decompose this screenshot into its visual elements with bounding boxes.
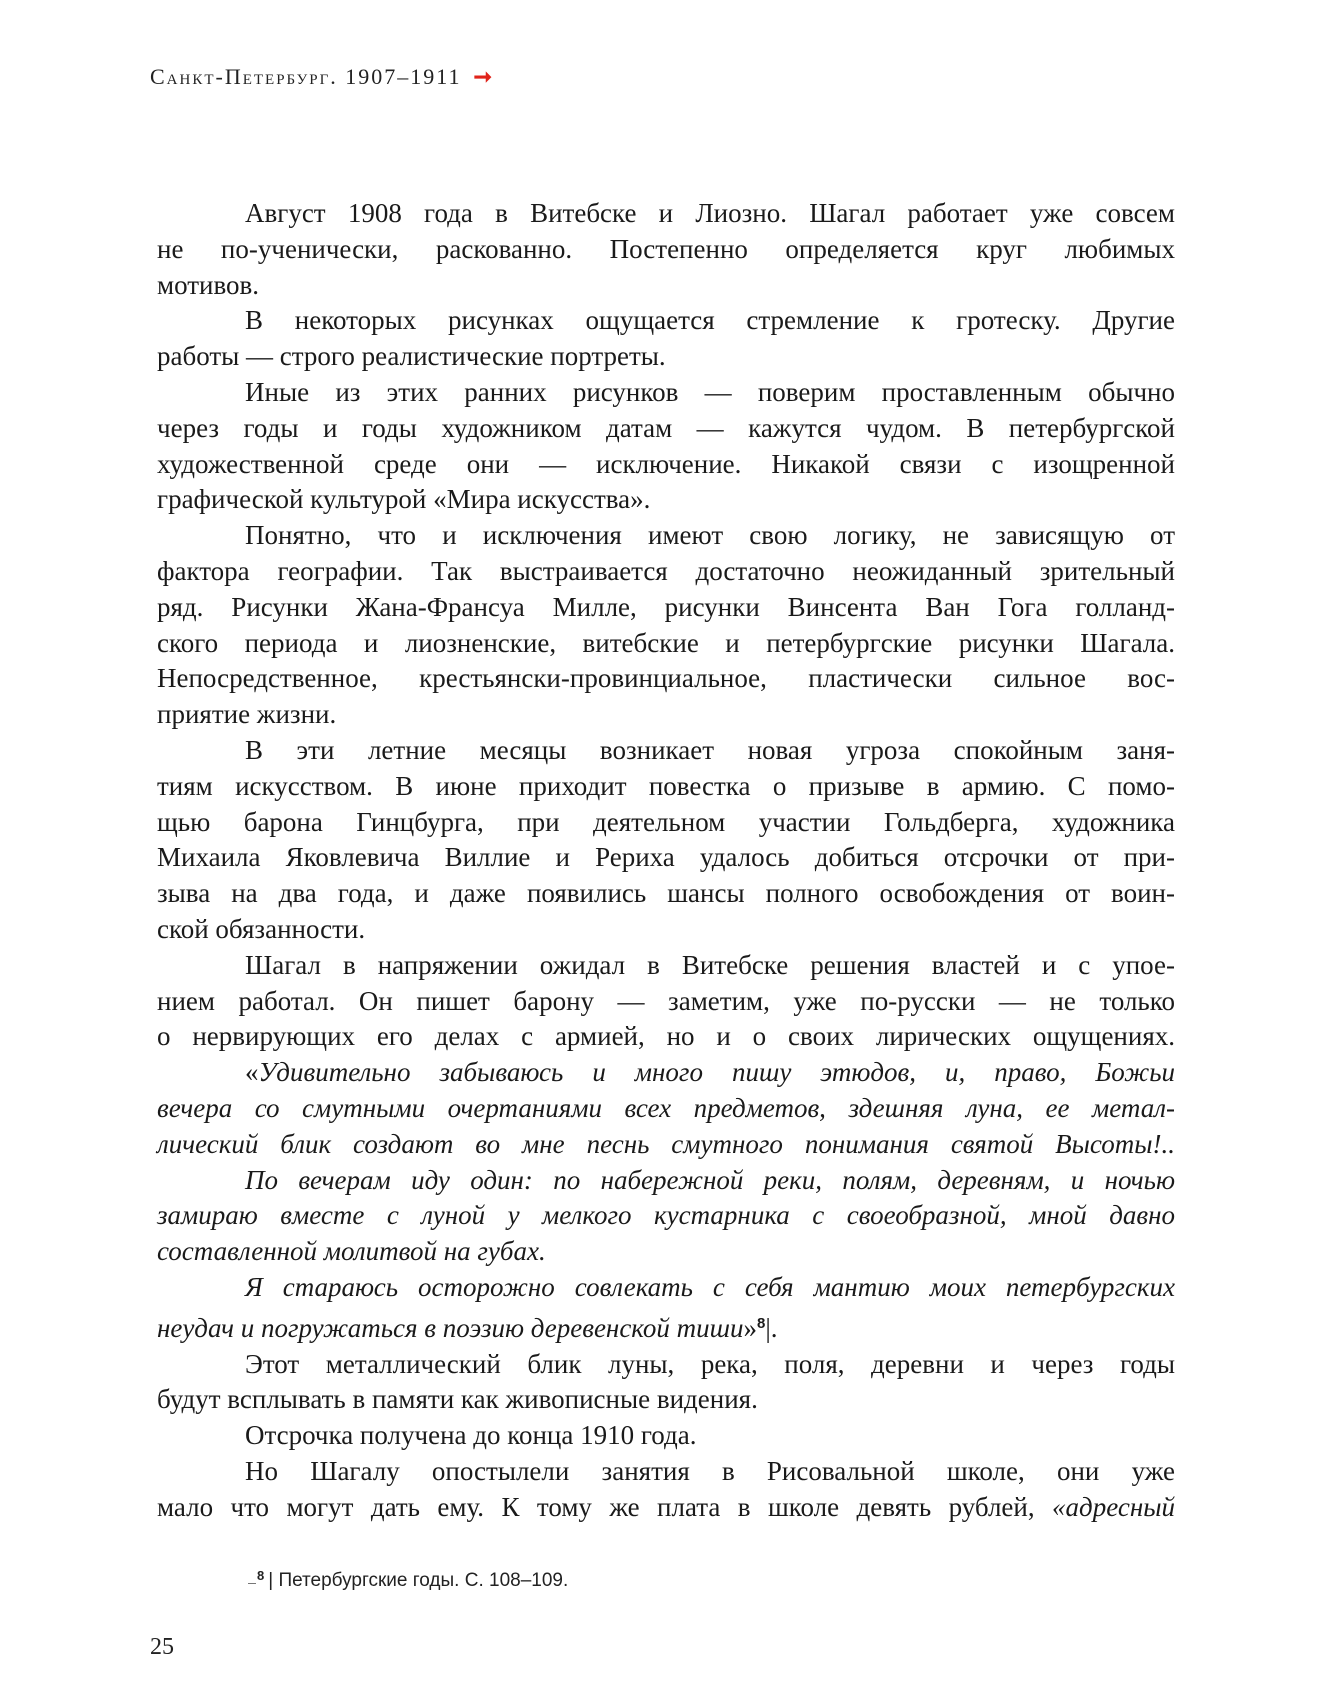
text-line: графической культурой «Мира искусства». xyxy=(157,484,651,515)
text-line: работы — строго реалистические портреты. xyxy=(157,341,666,372)
text-line: Этот металлический блик луны, река, поля, деревни и через годы xyxy=(245,1348,1175,1379)
text-line: В некоторых рисунках ощущается стремление к гротеску. Другие xyxy=(245,305,1175,336)
text-line: тиям искусством. В июне приходит повестка о призыве в армию. С помо- xyxy=(157,770,1175,801)
footnote-ref-tail: |. xyxy=(765,1312,778,1343)
quote-line xyxy=(157,1127,1175,1163)
text-line: В эти летние месяцы возникает новая угроза спокойным заня- xyxy=(245,734,1175,765)
quote-text: неудач и погружаться в поэзию деревенской тиши xyxy=(157,1312,744,1343)
text-line xyxy=(157,1490,1175,1526)
text-line: мотивов. xyxy=(157,269,260,300)
quote-text: лический блик создают во мне песнь смутного понимания святой Высоты!.. xyxy=(157,1128,1175,1159)
running-title: Санкт-Петербург. 1907–1911 xyxy=(150,64,462,89)
arrow-right-icon: ➞ xyxy=(473,64,492,89)
text-line: о нервирующих его делах с армией, но и о своих лирических ощущениях. xyxy=(157,1021,1175,1052)
quote-text: По вечерам иду один: по набережной реки, полям, деревням, и ночью xyxy=(245,1164,1175,1195)
quote-line xyxy=(157,1306,1175,1347)
footnote-text: Петербургские годы. С. 108–109. xyxy=(278,1570,569,1591)
text-line: Михаила Яковлевича Виллие и Рериха удалось добиться отсрочки от при- xyxy=(157,842,1175,873)
text-line: приятие жизни. xyxy=(157,699,337,730)
text-line: Август 1908 года в Витебске и Лиозно. Шагал работает уже совсем xyxy=(245,198,1175,228)
quote-line xyxy=(157,1270,1175,1306)
open-quote: « xyxy=(245,1057,259,1088)
body-text xyxy=(157,196,1175,1525)
footnote xyxy=(257,1568,568,1592)
quote-text: Удивительно забываюсь и много пишу этюдов, и, право, Божьи xyxy=(258,1057,1175,1088)
footnote-ref[interactable]: 8 xyxy=(757,1314,766,1332)
quote-line xyxy=(157,1091,1175,1127)
text-line: не по-ученически, раскованно. Постепенно определяется круг любимых xyxy=(157,233,1175,264)
text-line: нием работал. Он пишет барону — заметим, уже по-русски — не только xyxy=(157,985,1175,1016)
text-line: фактора географии. Так выстраивается достаточно неожиданный зрительный xyxy=(157,555,1175,586)
text-line: ского периода и лиозненские, витебские и петербургские рисунки Шагала. xyxy=(157,627,1175,658)
quote-line xyxy=(157,1234,1175,1270)
page-number: 25 xyxy=(150,1634,174,1660)
close-quote: » xyxy=(743,1312,758,1343)
text-line: через годы и годы художником датам — кажутся чудом. В петербургской xyxy=(157,412,1175,443)
footnote-mark: | xyxy=(268,1570,274,1591)
quote-text: Я стараюсь осторожно совлекать с себя мантию моих петербургских xyxy=(245,1271,1175,1302)
text-line: ряд. Рисунки Жана-Франсуа Милле, рисунки Винсента Ван Гога голланд- xyxy=(157,591,1175,622)
quote-text: замираю вместе с луной у мелкого кустарника с своеобразной, мной давно xyxy=(157,1200,1175,1231)
quote-line xyxy=(157,1198,1175,1234)
quote-text: составленной молитвой на губах. xyxy=(157,1236,546,1267)
footnote-number: 8 xyxy=(257,1568,265,1583)
text-line: зыва на два года, и даже появились шансы полного освобождения от воин- xyxy=(157,878,1175,909)
quote-line xyxy=(157,1055,1175,1091)
quote-text: вечера со смутными очертаниями всех предметов, здешняя луна, ее метал- xyxy=(157,1092,1175,1123)
text-line: Отсрочка получена до конца 1910 года. xyxy=(245,1420,697,1451)
text-line: Понятно, что и исключения имеют свою логику, не зависящую от xyxy=(245,520,1175,551)
text-line: ской обязанности. xyxy=(157,913,366,944)
footnote-rule xyxy=(248,1583,256,1584)
text-line: Иные из этих ранних рисунков — поверим проставленным обычно xyxy=(245,376,1175,407)
text-line: будут всплывать в памяти как живописные видения. xyxy=(157,1384,758,1415)
text-line: художественной среде они — исключение. Никакой связи с изощренной xyxy=(157,448,1175,479)
quote-text: «адресный xyxy=(1052,1491,1175,1522)
text-line: Но Шагалу опостылели занятия в Рисовальной школе, они уже xyxy=(245,1455,1175,1486)
quote-line xyxy=(157,1163,1175,1199)
text-line: Шагал в напряжении ожидал в Витебске решения властей и с упое- xyxy=(245,949,1175,980)
running-head xyxy=(150,64,492,90)
text-line: щью барона Гинцбурга, при деятельном участии Гольдберга, художника xyxy=(157,806,1175,837)
text-line: Непосредственное, крестьянски-провинциальное, пластически сильное вос- xyxy=(157,663,1175,694)
text-segment: мало что могут дать ему. К тому же плата в школе девять рублей, xyxy=(157,1491,1053,1522)
